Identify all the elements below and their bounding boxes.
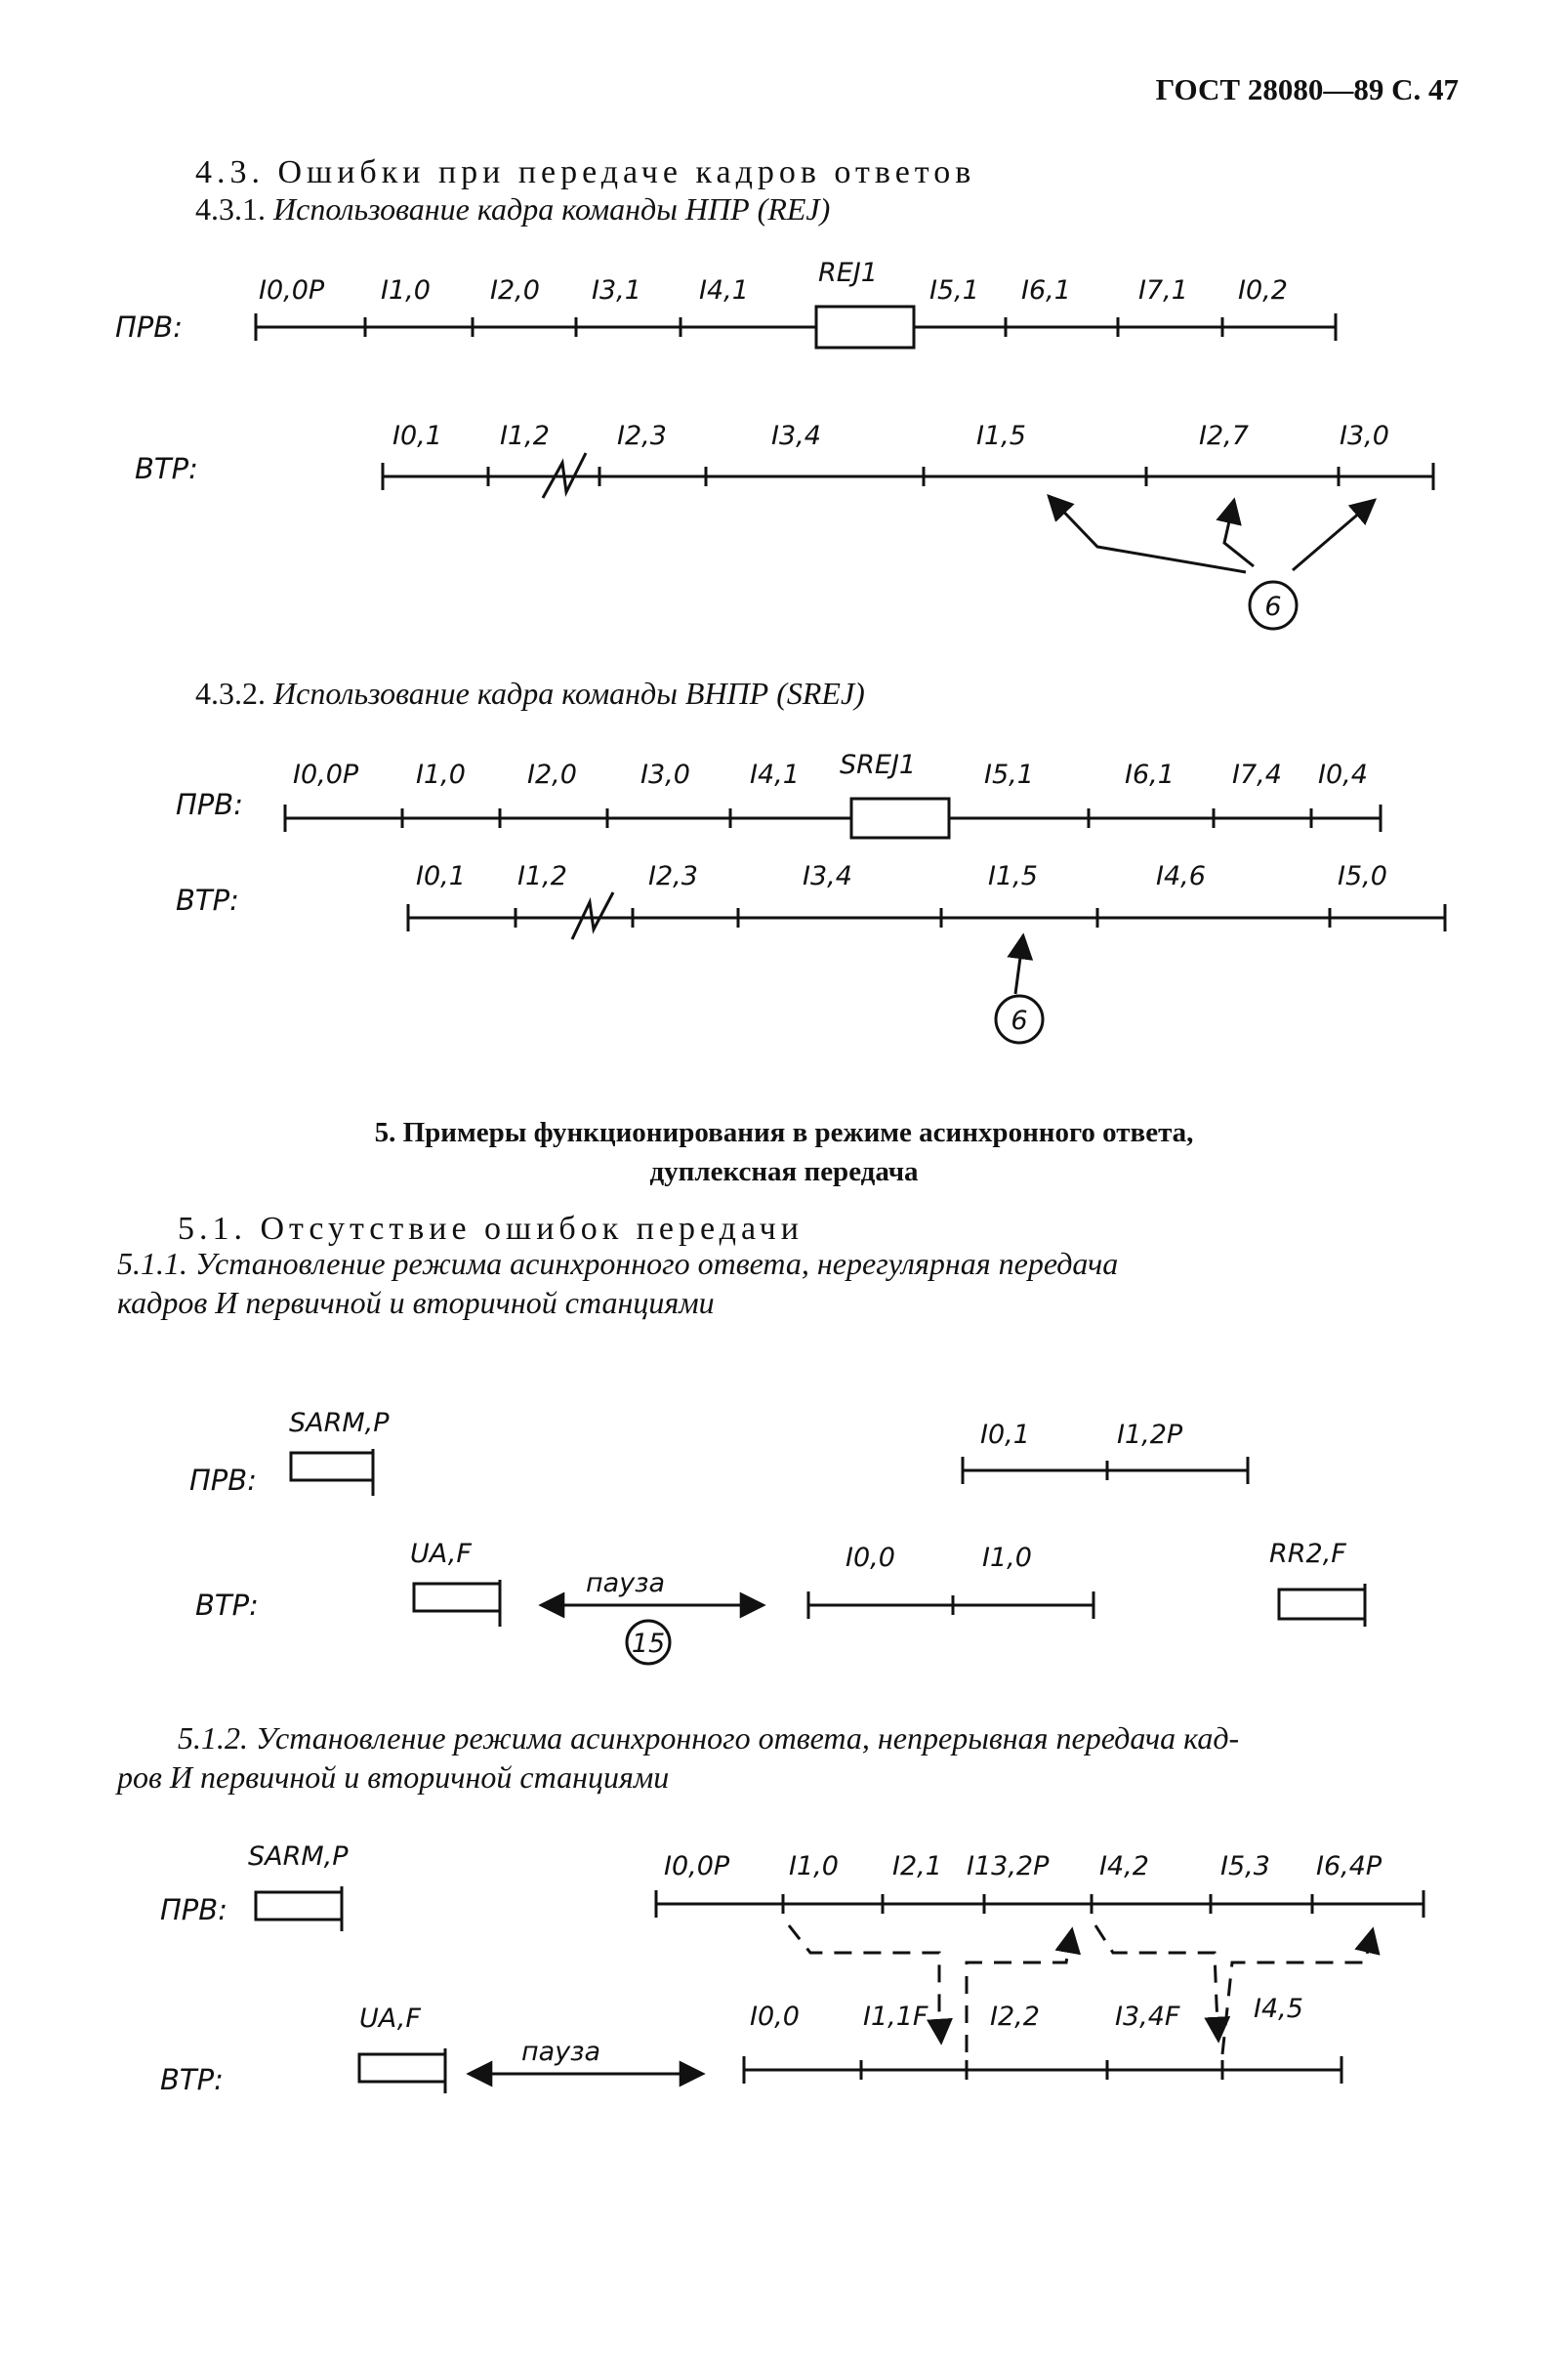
- d4-vtr-labels: [750, 1994, 1303, 2032]
- d1-vtr-label-2: I1,2: [500, 421, 550, 451]
- section-5-heading-line2: дуплексная передача: [649, 1156, 919, 1187]
- d2-vtr-row-label: ВТР:: [176, 884, 239, 917]
- d4-ua-label: UA,F: [359, 2004, 421, 2034]
- d1-prv-label-1: I0,0P: [259, 275, 325, 306]
- d4-prv-labels: [664, 1851, 1382, 1881]
- d1-vtr-label-4: I3,4: [771, 421, 821, 451]
- paragraph-5-1-2-line1: 5.1.2. Установление режима асинхронного ответа, непрерывная передача кад-: [178, 1720, 1240, 1756]
- d3-vtr-row-label: ВТР:: [195, 1589, 259, 1622]
- d2-vtr-label-7: I5,0: [1338, 861, 1387, 891]
- paragraph-5-1-1-line2: кадров И первичной и вторичной станциями: [117, 1285, 715, 1320]
- d2-vtr-label-2: I1,2: [517, 861, 567, 891]
- d4-sarm-label: SARM,P: [248, 1841, 349, 1872]
- d4-prv-label-7: I6,4P: [1316, 1851, 1382, 1881]
- d2-prv-label-1: I0,0P: [293, 760, 359, 790]
- d2-vtr-label-4: I3,4: [803, 861, 852, 891]
- d1-prv-label-2: I1,0: [381, 275, 431, 306]
- paragraph-5-1-1-line1: 5.1.1. Установление режима асинхронного ответа, нерегулярная передача: [117, 1246, 1119, 1281]
- d3-prv-label-2: I1,2P: [1117, 1420, 1183, 1450]
- d3-sarm-frame-box: [291, 1453, 373, 1480]
- d2-prv-row-label: ПРВ:: [176, 788, 243, 821]
- d4-vtr-label-5: I4,5: [1254, 1994, 1303, 2024]
- d4-vtr-label-4: I3,4F: [1115, 2002, 1180, 2032]
- d2-vtr-label-1: I0,1: [416, 861, 466, 891]
- d4-prv-label-1: I0,0P: [664, 1851, 730, 1881]
- d2-vtr-label-3: I2,3: [648, 861, 698, 891]
- d1-prv-label-4: I3,1: [592, 275, 641, 306]
- d2-prv-label-8: I6,1: [1125, 760, 1175, 790]
- d1-prv-label-10: I0,2: [1238, 275, 1288, 306]
- diagram-srej: [176, 750, 1445, 1043]
- d2-vtr-labels: [416, 861, 1387, 891]
- diagram-continuous: [160, 1841, 1424, 2096]
- subsection-4-3-2-number: 4.3.2.: [195, 676, 266, 711]
- d2-prv-label-6: SREJ1: [840, 750, 917, 780]
- d2-prv-label-10: I0,4: [1318, 760, 1368, 790]
- d3-rr-frame-box: [1279, 1590, 1365, 1619]
- d2-note-number: 6: [1011, 1006, 1028, 1036]
- d1-vtr-label-5: I1,5: [976, 421, 1026, 451]
- d4-prv-label-4: I13,2P: [967, 1851, 1050, 1881]
- d1-vtr-label-1: I0,1: [392, 421, 442, 451]
- d3-vtr-label-2: I1,0: [982, 1543, 1032, 1573]
- d2-prv-label-9: I7,4: [1232, 760, 1282, 790]
- d1-vtr-labels: [392, 421, 1389, 451]
- d4-pause-label: пауза: [521, 2037, 601, 2067]
- d2-prv-labels: [293, 750, 1368, 790]
- d3-ua-frame-box: [414, 1584, 500, 1611]
- d1-pointer-arrows: [1049, 496, 1375, 572]
- d2-srej-frame-box: [851, 799, 949, 838]
- d1-rej-frame-box: [816, 307, 914, 348]
- subsection-4-3-1-text: Использование кадра команды НПР (REJ): [273, 191, 831, 227]
- d1-note-number: 6: [1264, 592, 1282, 622]
- d4-prv-label-5: I4,2: [1099, 1851, 1149, 1881]
- d2-prv-label-3: I2,0: [527, 760, 577, 790]
- d4-sarm-frame-box: [256, 1892, 342, 1920]
- d3-vtr-label-1: I0,0: [846, 1543, 895, 1573]
- d2-prv-label-7: I5,1: [984, 760, 1034, 790]
- d2-prv-label-4: I3,0: [640, 760, 690, 790]
- d4-dashed-paths: [789, 1925, 1373, 2054]
- d4-prv-label-2: I1,0: [789, 1851, 839, 1881]
- d2-pointer-arrow: [1015, 935, 1023, 994]
- d4-prv-row-label: ПРВ:: [160, 1893, 227, 1926]
- d1-prv-label-7: I5,1: [929, 275, 979, 306]
- d4-prv-label-6: I5,3: [1220, 1851, 1270, 1881]
- d1-vtr-row-label: ВТР:: [135, 452, 198, 485]
- d4-prv-label-3: I2,1: [892, 1851, 942, 1881]
- diagram-rej: [115, 258, 1433, 629]
- d2-error-mark: [572, 892, 613, 939]
- subsection-4-3-2-text: Использование кадра команды ВНПР (SREJ): [273, 676, 865, 711]
- d3-prv-row-label: ПРВ:: [189, 1464, 257, 1497]
- d3-sarm-label: SARM,P: [289, 1408, 390, 1438]
- d4-vtr-row-label: ВТР:: [160, 2063, 224, 2096]
- section-5-1-title: 5.1. Отсутствие ошибок передачи: [178, 1211, 804, 1247]
- subsection-4-3-1-number: 4.3.1.: [195, 191, 266, 227]
- d4-vtr-label-2: I1,1F: [863, 2002, 928, 2032]
- d1-prv-label-8: I6,1: [1021, 275, 1071, 306]
- d1-vtr-label-3: I2,3: [617, 421, 667, 451]
- d1-prv-label-5: I4,1: [699, 275, 749, 306]
- d3-prv-label-1: I0,1: [980, 1420, 1030, 1450]
- d3-rr-label: RR2,F: [1269, 1539, 1346, 1569]
- d1-prv-label-9: I7,1: [1138, 275, 1188, 306]
- d2-vtr-label-5: I1,5: [988, 861, 1038, 891]
- page-header: ГОСТ 28080—89 С. 47: [1155, 72, 1459, 106]
- diagram-irregular: [189, 1408, 1365, 1664]
- d4-ua-frame-box: [359, 2054, 445, 2082]
- d1-prv-row-label: ПРВ:: [115, 310, 183, 344]
- d1-prv-label-6: REJ1: [818, 258, 878, 288]
- d3-pause-label: пауза: [586, 1568, 666, 1598]
- section-4-3-title: 4.3. Ошибки при передаче кадров ответов: [195, 154, 976, 190]
- d1-prv-labels: [259, 258, 1288, 306]
- paragraph-5-1-2-line2: ров И первичной и вторичной станциями: [117, 1759, 670, 1795]
- d3-ua-label: UA,F: [410, 1539, 472, 1569]
- d4-vtr-label-3: I2,2: [990, 2002, 1040, 2032]
- d2-prv-label-5: I4,1: [750, 760, 800, 790]
- d1-prv-label-3: I2,0: [490, 275, 540, 306]
- section-5-heading-line1: 5. Примеры функционирования в режиме асинхронного ответа,: [374, 1117, 1194, 1148]
- d4-vtr-label-1: I0,0: [750, 2002, 800, 2032]
- d3-note-number: 15: [631, 1629, 666, 1659]
- d1-vtr-label-6: I2,7: [1199, 421, 1249, 451]
- d2-vtr-label-6: I4,6: [1156, 861, 1206, 891]
- d1-vtr-label-7: I3,0: [1340, 421, 1389, 451]
- d2-prv-label-2: I1,0: [416, 760, 466, 790]
